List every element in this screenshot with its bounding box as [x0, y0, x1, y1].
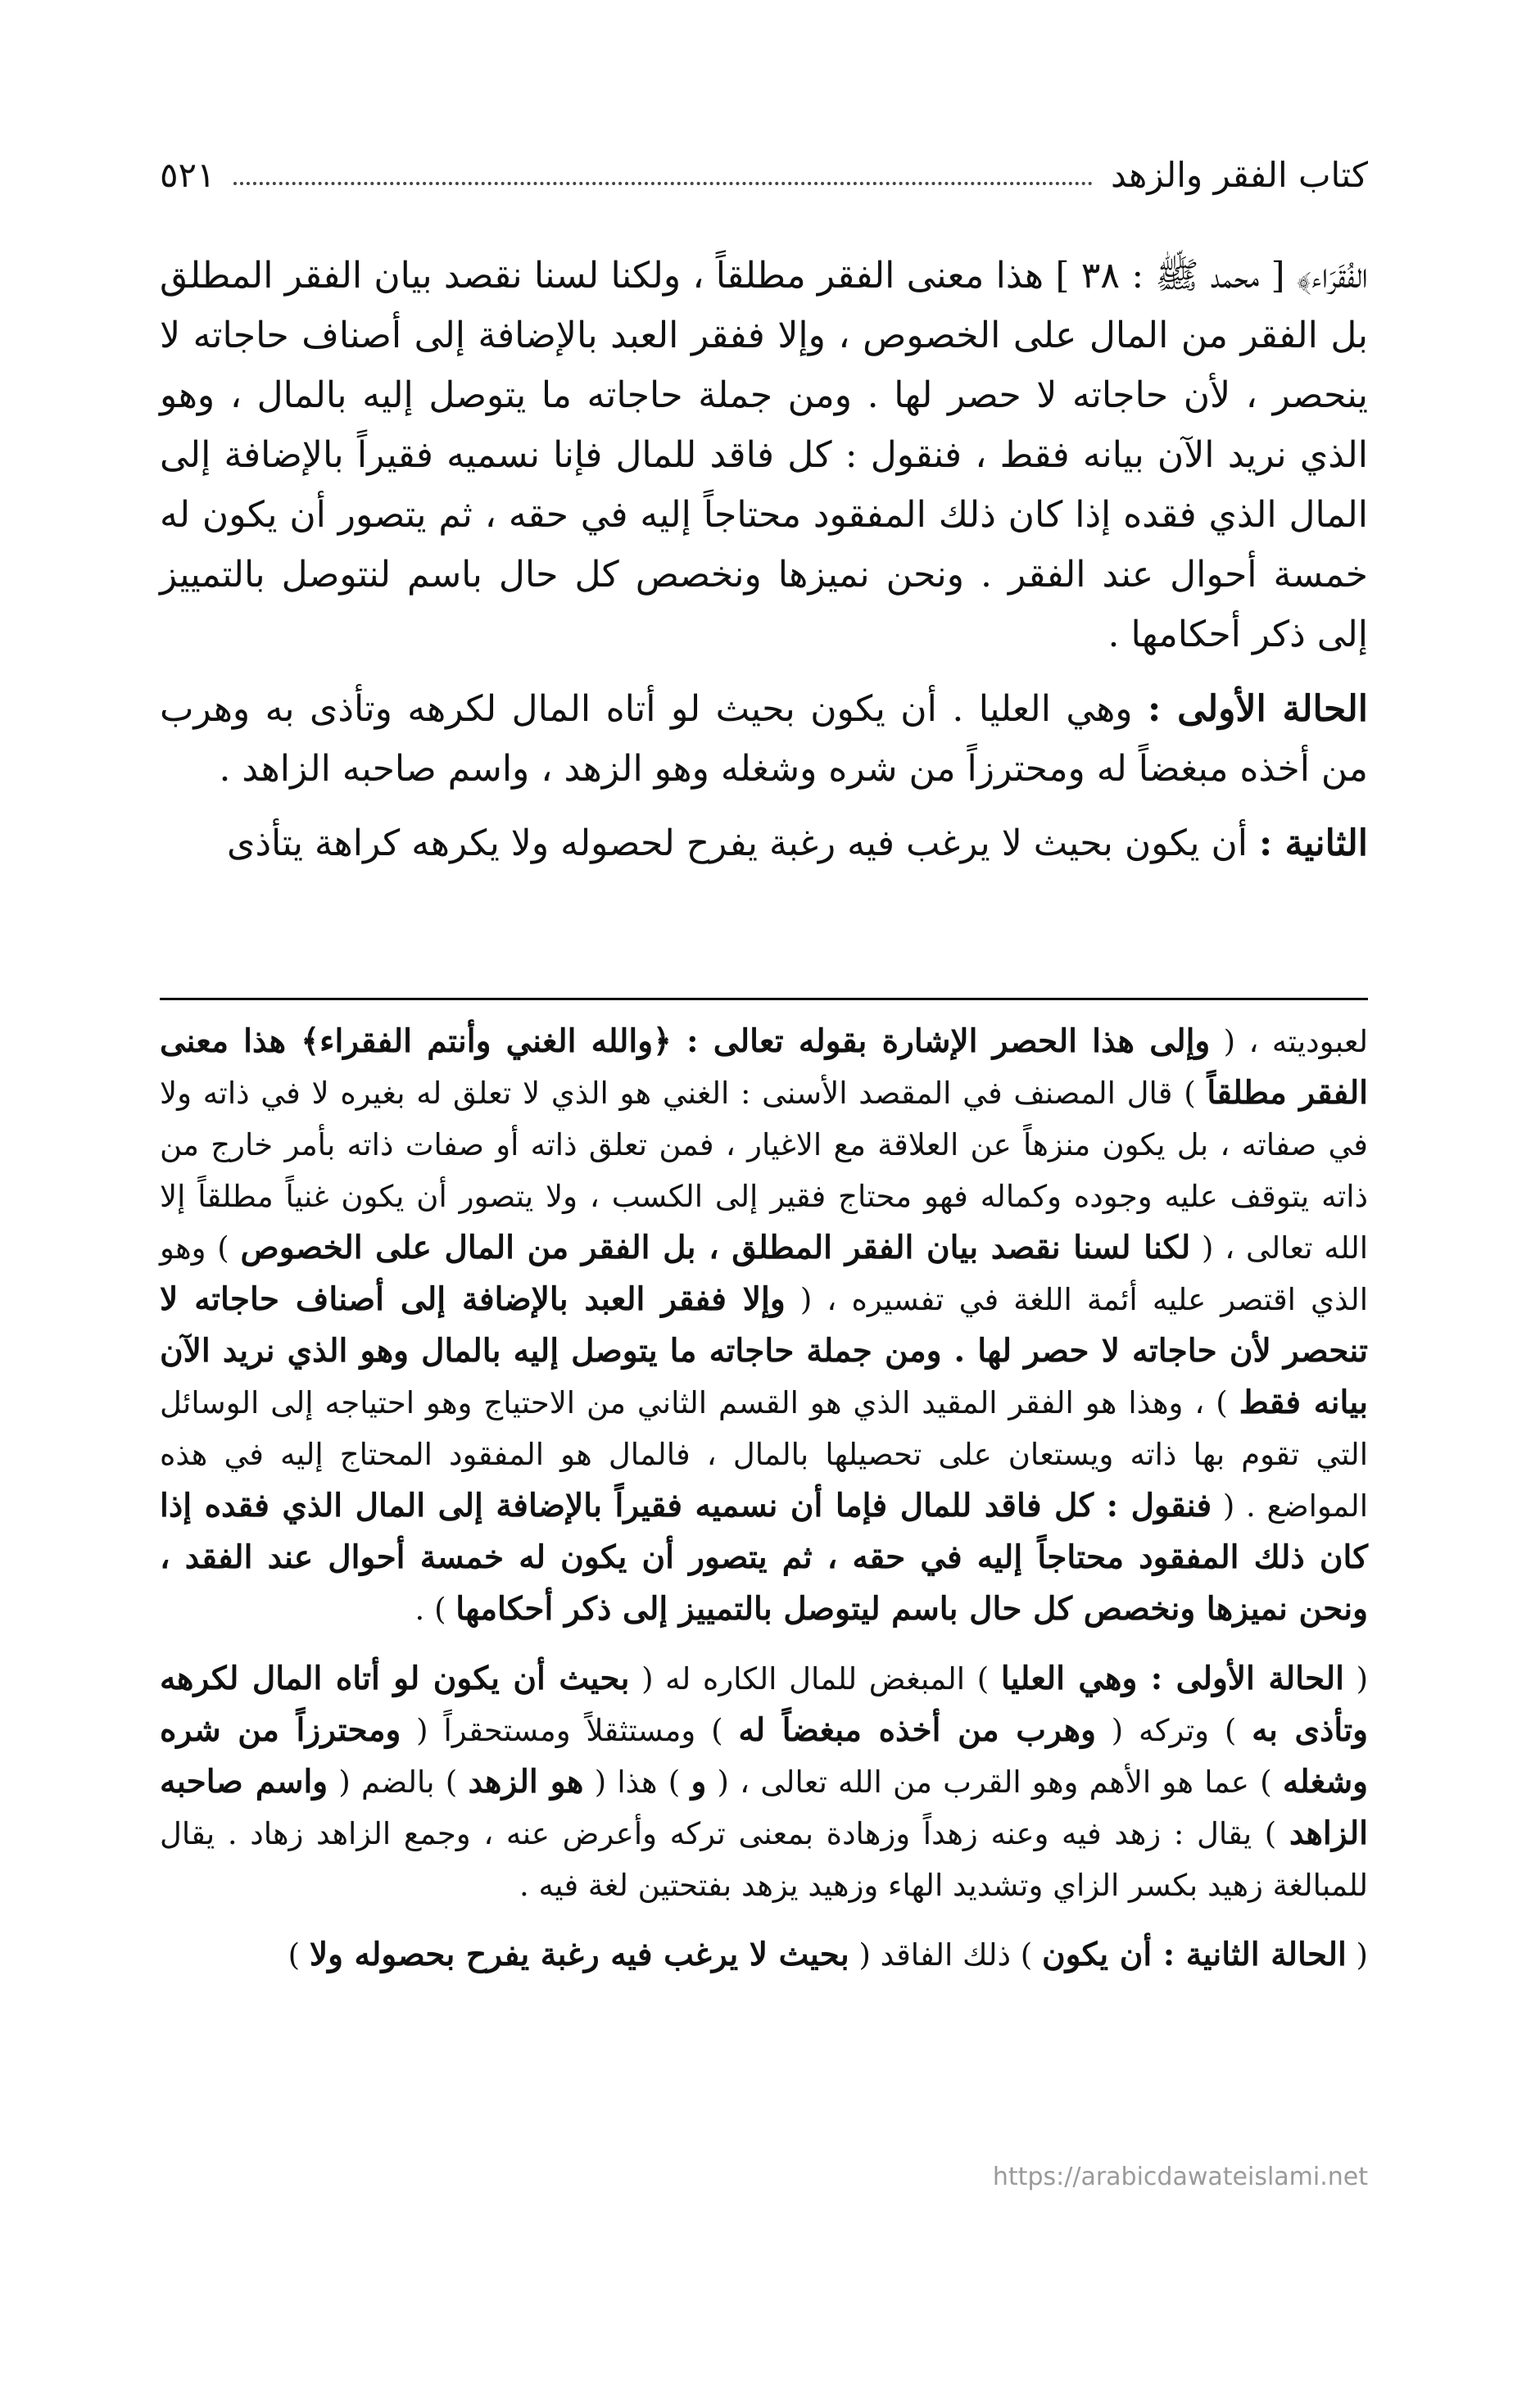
- commentary-paragraph-1: [160, 1016, 1368, 1635]
- commentary: [160, 1016, 1368, 1999]
- commentary-quote: الحالة الأولى : وهي العليا: [1000, 1660, 1344, 1697]
- commentary-quote: بحيث لا يرغب فيه رغبة يفرح بحصوله ولا: [309, 1936, 849, 1973]
- commentary-quote: وإلا ففقر العبد بالإضافة إلى أصناف حاجاته لا تنحصر لأن حاجاته لا حصر لها . ومن جملة حاجاته ما يتوصل إليه بالمال وهو الذي نريد الآن بيانه فقط: [160, 1280, 1368, 1421]
- page-number: ٥٢١: [160, 155, 215, 195]
- commentary-text: لعبوديته ، (: [1210, 1024, 1368, 1059]
- commentary-quote: وهرب من أخذه مبغضاً له: [738, 1711, 1096, 1749]
- commentary-text: ) يقال : زهد فيه وعنه زهداً وزهادة بمعنى تركه وأعرض عنه ، وجمع الزاهد زهاد . يقال للمبالغة زهيد بكسر الزاي وتشديد الهاء وزهيد يزهد بفتحتين لغة فيه .: [160, 1816, 1368, 1903]
- commentary-quote: الحالة الثانية : أن يكون: [1041, 1936, 1347, 1973]
- commentary-quote: ومحترزاً من شره وشغله: [160, 1711, 1368, 1801]
- commentary-paragraph-2: [160, 1653, 1368, 1911]
- commentary-quote: واسم صاحبه الزاهد: [160, 1763, 1368, 1852]
- book-page: [160, 0, 1368, 2383]
- commentary-quote: هو الزهد: [468, 1763, 584, 1801]
- main-paragraph-2: [160, 679, 1368, 799]
- commentary-text: ): [288, 1937, 310, 1973]
- chapter-title: كتاب الفقر والزهد: [1111, 155, 1368, 195]
- header-dot-leader: [233, 182, 1093, 185]
- commentary-text: ) .: [414, 1592, 456, 1627]
- main-text: [160, 246, 1368, 888]
- commentary-text: ) ومستثقلاً ومستحقراً (: [401, 1713, 739, 1748]
- commentary-text: ) قال المصنف في المقصد الأسنى : الغني هو الذي لا تعلق له بغيره لا في ذاته ولا في صفاته ، بل يكون منزهاً عن العلاقة مع الاغيار ، فمن تعلق ذاته أو صفات ذاته بأمر خارج من ذاته يتوقف عليه وجوده وكماله فهو محتاج فقير إلى الكسب ، ولا يتصور أن يكون غنياً مطلقاً إلا الله تعالى ، (: [160, 1076, 1368, 1266]
- running-header: [160, 138, 1368, 195]
- commentary-quote: وإلى هذا الحصر الإشارة بقوله تعالى : ﴿والله الغني وأنتم الفقراء﴾ هذا معنى الفقر مطلقاً: [160, 1022, 1368, 1112]
- footnote-divider: [160, 998, 1368, 1000]
- state-one-text: وهي العليا . أن يكون بحيث لو أتاه المال لكرهه وتأذى به وهرب من أخذه مبغضاً له ومحترزاً من شره وشغله وهو الزهد ، واسم صاحبه الزاهد .: [160, 688, 1368, 790]
- state-two-label: الثانية :: [1259, 822, 1368, 864]
- commentary-text: ) وهو الذي اقتصر عليه أئمة اللغة في تفسيره ، (: [160, 1230, 1368, 1317]
- commentary-text: ) بالضم (: [328, 1765, 469, 1800]
- commentary-paragraph-3: [160, 1929, 1368, 1981]
- commentary-quote: و: [691, 1763, 707, 1801]
- commentary-text: ) ، وهذا هو الفقر المقيد الذي هو القسم الثاني من الاحتياج وهو احتياجه إلى الوسائل التي تقوم بها ذاته ويستعان على تحصيلها بالمال ، فالمال هو المفقود المحتاج إليه في هذه المواضع . (: [160, 1385, 1368, 1524]
- commentary-text: ) ذلك الفاقد (: [849, 1937, 1042, 1973]
- commentary-text: ) عما هو الأهم وهو القرب من الله تعالى ، (: [706, 1765, 1283, 1800]
- commentary-text: (: [1343, 1661, 1369, 1697]
- commentary-quote: لكنا لسنا نقصد بيان الفقر المطلق ، بل الفقر من المال على الخصوص: [240, 1229, 1191, 1266]
- commentary-text: ) وتركه (: [1095, 1713, 1252, 1748]
- site-watermark: https://arabicdawateislami.net: [992, 2163, 1368, 2191]
- main-paragraph-1: الفُقَرَاء﴾ [ محمد ﷺ : ٣٨ ] هذا معنى الفقر مطلقاً ، ولكنا لسنا نقصد بيان الفقر المطلق بل الفقر من المال على الخصوص ، وإلا ففقر العبد بالإضافة إلى أصناف حاجاته لا ينحصر ، لأن حاجاته لا حصر لها . ومن جملة حاجاته ما يتوصل إليه بالمال ، وهو الذي نريد الآن بيانه فقط ، فنقول : كل فاقد للمال فإنا نسميه فقيراً بالإضافة إلى المال الذي فقده إذا كان ذلك المفقود محتاجاً إليه في حقه ، ثم يتصور أن يكون له خمسة أحوال عند الفقر . ونحن نميزها ونخصص كل حال باسم لنتوصل بالتمييز إلى ذكر أحكامها .: [160, 255, 1368, 655]
- commentary-text: ) المبغض للمال الكاره له (: [629, 1661, 1001, 1697]
- commentary-quote: فنقول : كل فاقد للمال فإما أن نسميه فقيراً بالإضافة إلى المال الذي فقده إذا كان ذلك المفقود محتاجاً إليه في حقه ، ثم يتصور أن يكون له خمسة أحوال عند الفقد ، ونحن نميزها ونخصص كل حال باسم ليتوصل بالتمييز إلى ذكر أحكامها: [160, 1487, 1368, 1628]
- commentary-text: ) هذا (: [583, 1765, 691, 1800]
- commentary-text: (: [1346, 1937, 1368, 1973]
- main-paragraph-3: [160, 813, 1368, 873]
- commentary-quote: بحيث أن يكون لو أتاه المال لكرهه وتأذى به: [160, 1660, 1368, 1749]
- state-two-text: أن يكون بحيث لا يرغب فيه رغبة يفرح لحصوله ولا يكرهه كراهة يتأذى: [227, 822, 1259, 864]
- state-one-label: الحالة الأولى :: [1148, 688, 1368, 730]
